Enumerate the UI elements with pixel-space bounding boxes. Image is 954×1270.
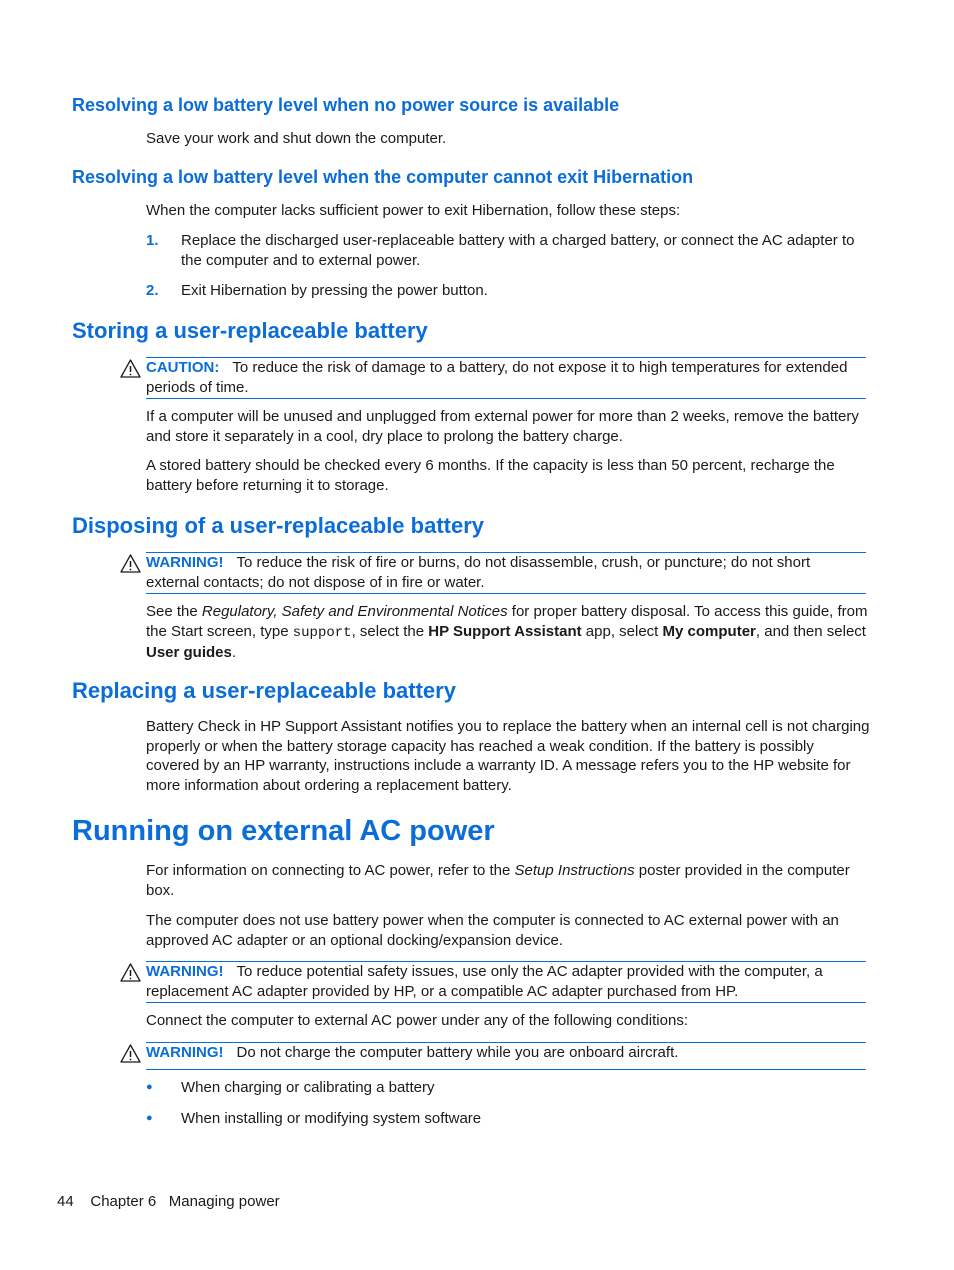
caution-label: CAUTION:	[146, 359, 220, 376]
paragraph-battery-check: Battery Check in HP Support Assistant notifies you to replace the battery when an internal cell is not charging properly or when the battery storage capacity has reached a weak condition. If the battery is possibly covered by an HP warranty, instructions include a warranty ID. A message refers you to the HP website for more information about ordering a replacement battery.	[146, 718, 870, 794]
paragraph-hibernation-steps-intro: When the computer lacks sufficient power to exit Hibernation, follow these steps:	[146, 202, 681, 219]
paragraph-no-battery-power: The computer does not use battery power when the computer is connected to AC external power with an approved AC adapter or an optional docking/expansion device.	[146, 912, 839, 949]
warning-label: WARNING!	[146, 554, 224, 571]
warning-triangle-icon	[120, 359, 141, 378]
chapter-section-title: Running on external AC power	[72, 815, 495, 847]
page-footer	[57, 1192, 280, 1212]
bullet-text: When installing or modifying system software	[181, 1110, 482, 1127]
warning-triangle-icon	[120, 963, 141, 982]
step-text: Replace the discharged user-replaceable battery with a charged battery, or connect the AC adapter to the computer and to external power.	[181, 232, 855, 269]
step-text: Exit Hibernation by pressing the power button.	[181, 282, 488, 299]
paragraph-check-battery: A stored battery should be checked every 6 months. If the capacity is less than 50 percent, recharge the battery before returning it to storage.	[146, 457, 835, 494]
bullet-icon: ●	[146, 1112, 153, 1124]
paragraph-disposal-guide: See the Regulatory, Safety and Environmental Notices for proper battery disposal. To access this guide, from the Start screen, type support, select the HP Support Assistant app, select My computer, and then select User guides.	[146, 603, 868, 661]
paragraph-store-battery: If a computer will be unused and unplugged from external power for more than 2 weeks, remove the battery and store it separately in a cool, dry place to prolong the battery charge.	[146, 408, 859, 445]
warning-text: To reduce the risk of fire or burns, do not disassemble, crush, or puncture; do not short external contacts; do not dispose of in fire or water.	[146, 554, 811, 591]
step-number: 2.	[146, 282, 159, 299]
warning-text: To reduce potential safety issues, use only the AC adapter provided with the computer, a replacement AC adapter provided by HP, or a compatible AC adapter purchased from HP.	[146, 963, 823, 1000]
section-heading-disposing-battery: Disposing of a user-replaceable battery	[72, 513, 485, 538]
warning-label: WARNING!	[146, 1044, 224, 1061]
warning-text: Do not charge the computer battery while you are onboard aircraft.	[236, 1044, 679, 1061]
bullet-text: When charging or calibrating a battery	[181, 1079, 435, 1096]
section-heading-storing-battery: Storing a user-replaceable battery	[72, 318, 428, 343]
section-heading-replacing-battery: Replacing a user-replaceable battery	[72, 678, 456, 703]
bullet-icon: ●	[146, 1081, 153, 1093]
warning-triangle-icon	[120, 1044, 141, 1063]
warning-notice-fire	[146, 552, 866, 594]
warning-notice-ac-adapter	[146, 961, 866, 1003]
warning-label: WARNING!	[146, 963, 224, 980]
caution-notice	[146, 357, 866, 399]
warning-notice-aircraft	[146, 1042, 866, 1070]
warning-triangle-icon	[120, 554, 141, 573]
section-heading-cannot-exit-hibernation: Resolving a low battery level when the computer cannot exit Hibernation	[72, 167, 694, 187]
section-heading-no-power-source: Resolving a low battery level when no power source is available	[72, 95, 620, 115]
code-support: support	[292, 624, 352, 641]
caution-text: To reduce the risk of damage to a battery, do not expose it to high temperatures for extended periods of time.	[146, 359, 848, 396]
paragraph-connect-conditions: Connect the computer to external AC power under any of the following conditions:	[146, 1012, 688, 1029]
footer-chapter-title: Managing power	[168, 1193, 280, 1210]
paragraph-ac-power-info: For information on connecting to AC power, refer to the Setup Instructions poster provided in the computer box.	[146, 862, 850, 899]
step-number: 1.	[146, 232, 159, 249]
footer-chapter: Chapter 6	[90, 1193, 157, 1210]
paragraph-save-work: Save your work and shut down the computer.	[146, 130, 447, 147]
page-number: 44	[57, 1193, 74, 1210]
